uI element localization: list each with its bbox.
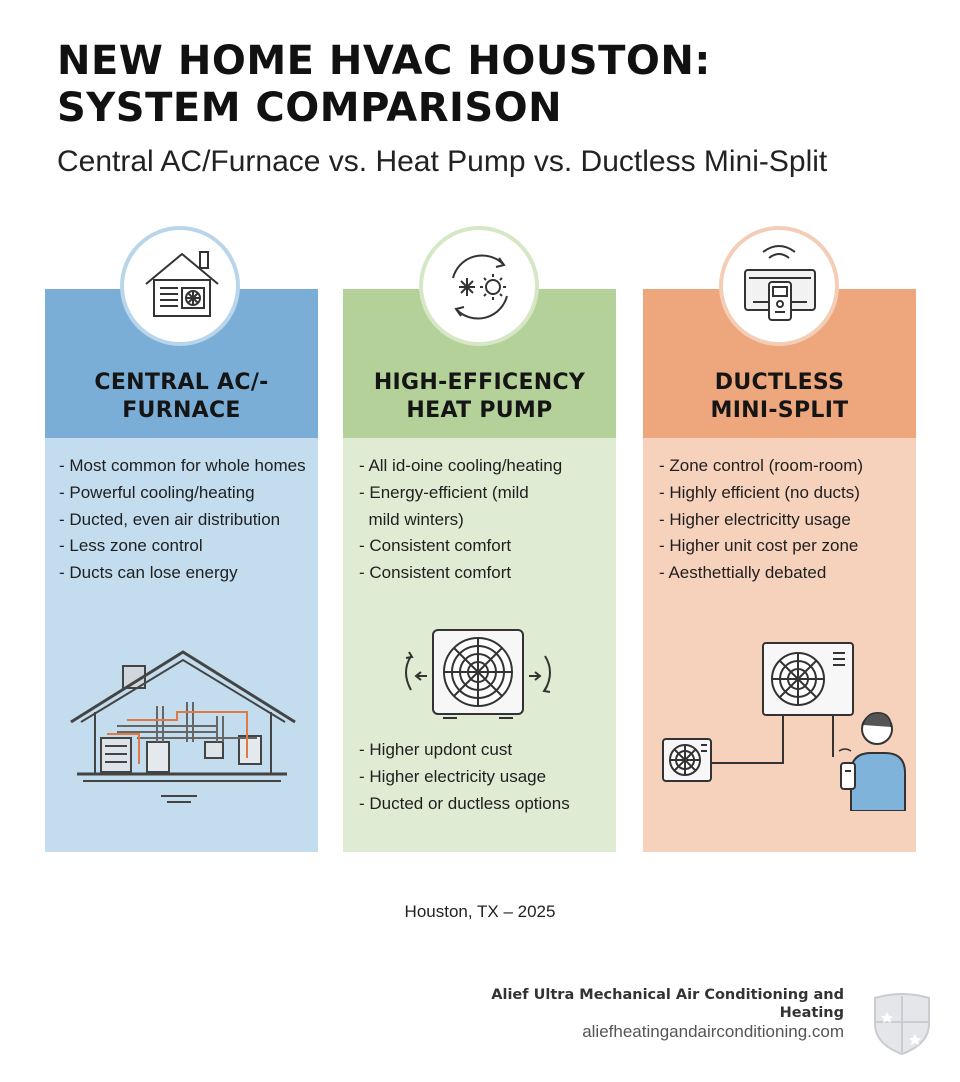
column-body	[343, 438, 616, 852]
brand-name-line-1: Alief Ultra Mechanical Air Conditioning and	[491, 987, 844, 1003]
feature-item: - Highly efficient (no ducts)	[659, 482, 860, 502]
column-ductless-mini-split	[643, 289, 916, 852]
feature-item: - Higher electricitty usage	[659, 509, 851, 529]
feature-item: - Zone control (room-room)	[659, 456, 864, 475]
feature-list	[659, 453, 863, 587]
column-central-ac	[45, 289, 318, 852]
feature-item: - Ducts can lose energy	[59, 563, 238, 583]
feature-item: - Consistent comfort	[359, 536, 512, 556]
feature-item: - All id-oine cooling/heating	[359, 456, 563, 475]
column-title-line-1: CENTRAL AC/-	[94, 370, 269, 395]
column-title-line-1: HIGH-EFFICENCY	[373, 370, 586, 395]
brand-name	[424, 986, 844, 1022]
feature-item: - Higher electricity usage	[359, 766, 547, 786]
column-title-line-1: DUCTLESS	[714, 370, 845, 395]
shield-logo-icon	[869, 990, 935, 1056]
website-url: aliefheatingandairconditioning.com	[582, 1022, 844, 1041]
feature-list-bottom	[359, 737, 570, 817]
column-title	[45, 369, 318, 425]
feature-item: - Energy-efficient (mild	[359, 482, 529, 502]
feature-item: - Higher unit cost per zone	[659, 536, 859, 556]
feature-list	[59, 453, 306, 587]
mini-split-person-illustration	[661, 641, 911, 811]
title-line-1: NEW HOME HVAC HOUSTON:	[57, 38, 711, 84]
heat-cool-cycle-icon	[419, 226, 539, 346]
brand-name-line-2: Heating	[779, 1005, 844, 1021]
feature-item: - Consistent comfort	[359, 563, 512, 583]
column-title	[343, 369, 616, 425]
feature-item: mild winters)	[359, 509, 464, 529]
location-date: Houston, TX – 2025	[404, 902, 556, 921]
title-line-2: SYSTEM COMPARISON	[57, 85, 563, 131]
feature-item: - Ducted, even air distribution	[59, 509, 281, 529]
column-body	[643, 438, 916, 852]
feature-item: - Most common for whole homes	[59, 456, 306, 475]
page-title	[57, 38, 917, 132]
column-title-line-2: HEAT PUMP	[406, 398, 553, 423]
feature-item: - Higher updont cust	[359, 740, 513, 759]
feature-item: - Less zone control	[59, 536, 203, 556]
column-heat-pump	[343, 289, 616, 852]
page-subtitle: Central AC/Furnace vs. Heat Pump vs. Ductless Mini-Split	[57, 145, 828, 178]
column-title	[643, 369, 916, 425]
house-ductwork-illustration	[67, 646, 297, 806]
outdoor-unit-illustration	[399, 628, 559, 728]
house-with-fan-icon	[120, 226, 240, 346]
feature-list	[359, 453, 562, 587]
feature-item: - Ducted or ductless options	[359, 793, 570, 813]
column-body	[45, 438, 318, 852]
feature-item: - Aesthettially debated	[659, 563, 827, 583]
feature-item: - Powerful cooling/heating	[59, 482, 255, 502]
wall-unit-remote-icon	[719, 226, 839, 346]
column-title-line-2: MINI-SPLIT	[710, 398, 849, 423]
column-title-line-2: FURNACE	[122, 398, 241, 423]
